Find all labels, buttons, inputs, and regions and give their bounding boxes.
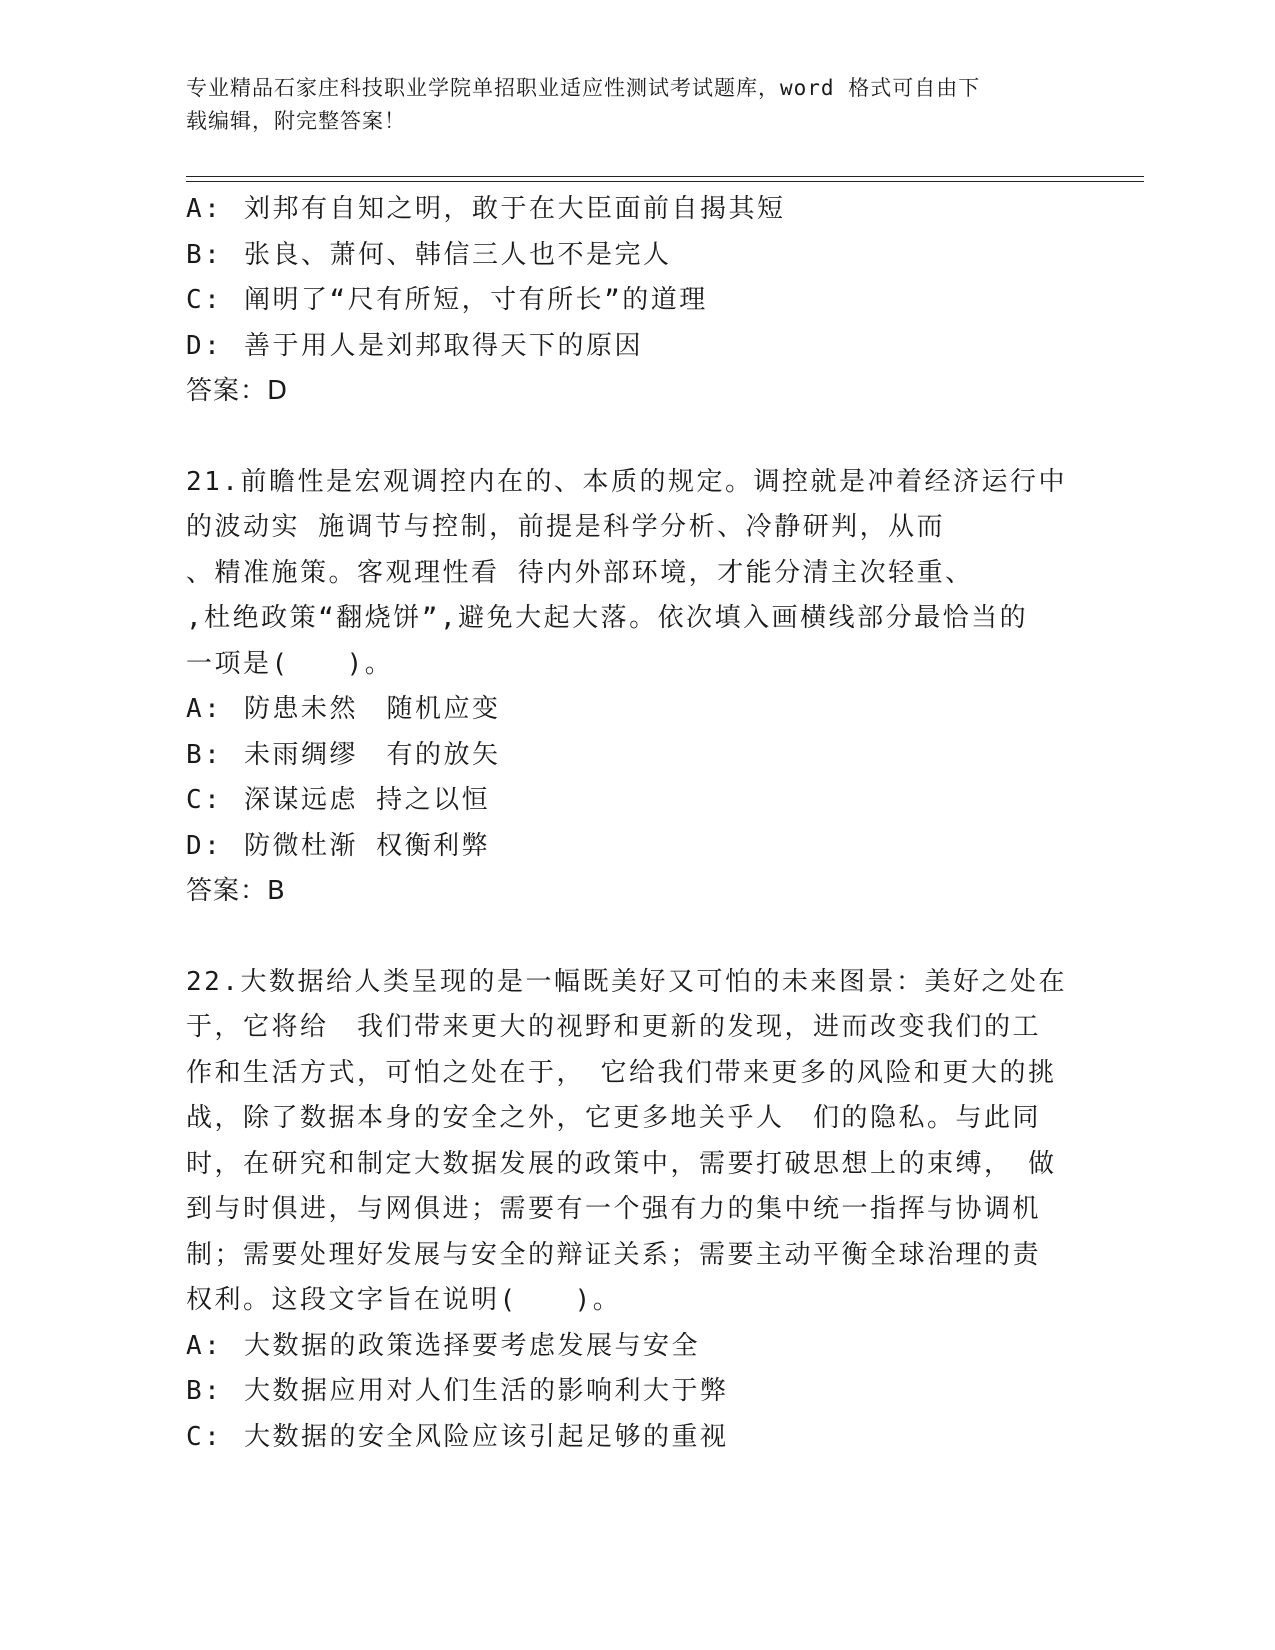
header-line-2: 载编辑，附完整答案！: [186, 109, 406, 133]
option-label: B:: [186, 739, 223, 770]
stem-line: 制；需要处理好发展与安全的辩证关系；需要主动平衡全球治理的责: [186, 1239, 1042, 1270]
option-text: 大数据的安全风险应该引起足够的重视: [244, 1421, 729, 1452]
option-a: [186, 687, 1086, 733]
option-label: C:: [186, 285, 223, 315]
option-c: [186, 778, 1086, 824]
spacer: [186, 415, 1086, 460]
stem-line: 时，在研究和制定大数据发展的政策中，需要打破思想上的束缚， 做: [186, 1148, 1057, 1179]
question-21-options: [186, 687, 1086, 915]
option-b: [186, 733, 1086, 779]
option-a: [186, 1324, 1086, 1370]
option-text: 大数据应用对人们生活的影响利大于弊: [244, 1376, 729, 1406]
option-label: B:: [186, 1376, 223, 1406]
option-label: A:: [186, 694, 223, 724]
option-b: [186, 1369, 1086, 1415]
option-c: [186, 278, 1086, 324]
option-text: 防微杜渐 权衡利弊: [244, 830, 491, 861]
stem-line: 战，除了数据本身的安全之外，它更多地关乎人 们的隐私。与此同: [186, 1103, 1042, 1133]
option-label: C:: [186, 1421, 223, 1452]
header-rule-top: [186, 176, 1144, 177]
option-d: [186, 324, 1086, 370]
stem-line: 一项是( )。: [186, 648, 394, 679]
option-c: [186, 1415, 1086, 1461]
stem-line: ,杜绝政策“翻烧饼”,避免大起大落。依次填入画横线部分最恰当的: [186, 603, 1029, 633]
document-header: [186, 72, 1066, 138]
stem-line: 到与时俱进，与网俱进；需要有一个强有力的集中统一指挥与协调机: [186, 1194, 1042, 1224]
option-a: [186, 187, 1086, 233]
option-text: 刘邦有自知之明，敢于在大臣面前自揭其短: [244, 194, 786, 224]
stem-line: 于，它将给 我们带来更大的视野和更新的发现，进而改变我们的工: [186, 1012, 1042, 1042]
question-21-stem: [186, 460, 1086, 688]
option-text: 未雨绸缪 有的放矢: [244, 739, 501, 770]
option-label: B:: [186, 239, 223, 270]
option-text: 大数据的政策选择要考虑发展与安全: [244, 1330, 701, 1361]
option-label: D:: [186, 330, 223, 361]
stem-line: 22.大数据给人类呈现的是一幅既美好又可怕的未来图景：美好之处在: [186, 966, 1067, 997]
option-label: D:: [186, 830, 223, 861]
option-b: [186, 233, 1086, 279]
question-content: [186, 187, 1086, 1460]
header-rule-bottom: [186, 181, 1144, 182]
answer-line: 答案：B: [186, 876, 286, 906]
spacer: [186, 915, 1086, 960]
option-d: [186, 824, 1086, 870]
option-text: 张良、萧何、韩信三人也不是完人: [244, 239, 672, 270]
question-22-stem: [186, 960, 1086, 1324]
option-label: A:: [186, 194, 223, 224]
stem-line: 作和生活方式，可怕之处在于， 它给我们带来更多的风险和更大的挑: [186, 1057, 1057, 1088]
stem-line: 权利。这段文字旨在说明( )。: [186, 1285, 622, 1315]
option-label: C:: [186, 785, 223, 815]
stem-line: 、精准施策。客观理性看 待内外部环境，才能分清主次轻重、: [186, 557, 974, 588]
question-22-options: [186, 1324, 1086, 1461]
option-text: 防患未然 随机应变: [244, 694, 501, 724]
option-text: 阐明了“尺有所短，寸有所长”的道理: [244, 285, 708, 315]
stem-line: 的波动实 施调节与控制，前提是科学分析、冷静研判，从而: [186, 512, 946, 542]
header-line-1: 专业精品石家庄科技职业学院单招职业适应性测试考试题库，word 格式可自由下: [186, 76, 981, 100]
answer-line: 答案：D: [186, 376, 289, 406]
question-20-options: [186, 187, 1086, 415]
option-label: A:: [186, 1330, 223, 1361]
option-text: 深谋远虑 持之以恒: [244, 785, 491, 815]
option-text: 善于用人是刘邦取得天下的原因: [244, 330, 644, 361]
stem-line: 21.前瞻性是宏观调控内在的、本质的规定。调控就是冲着经济运行中: [186, 466, 1067, 497]
